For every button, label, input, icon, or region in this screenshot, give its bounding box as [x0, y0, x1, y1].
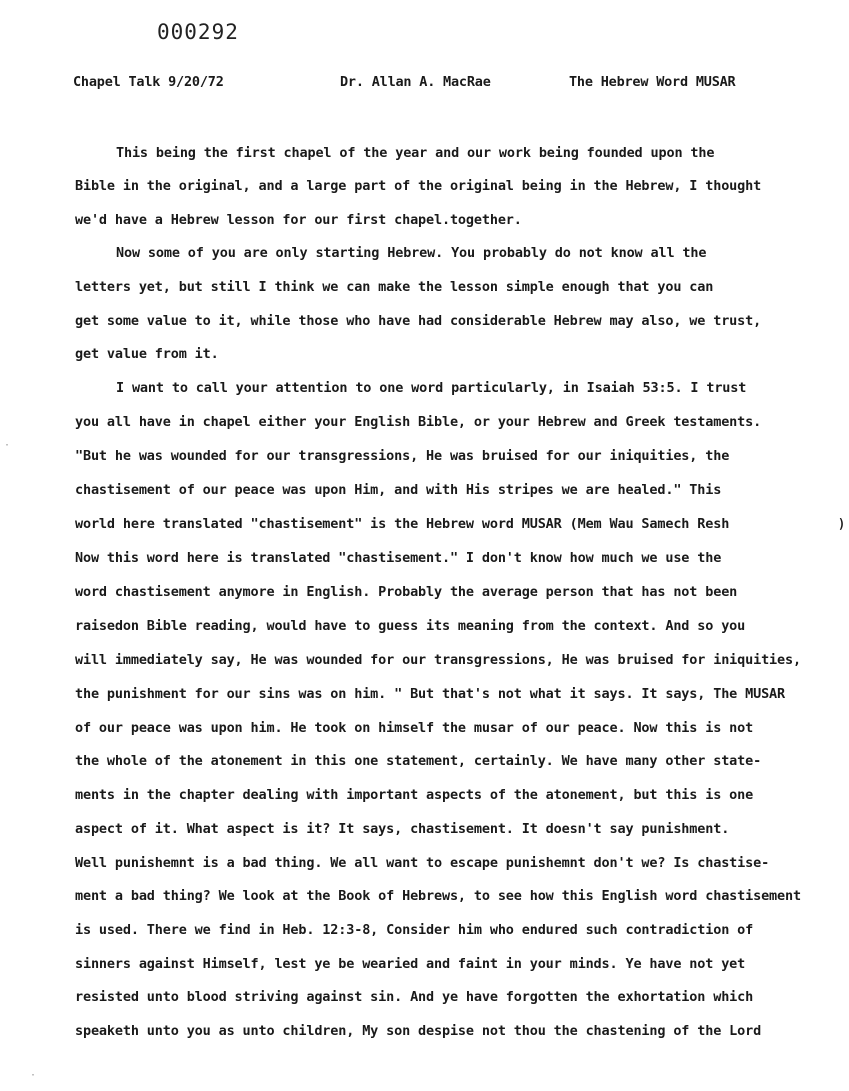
text-line: get some value to it, while those who have had considerable Hebrew may also, we trust,: [75, 313, 762, 329]
text-line: Well punishemnt is a bad thing. We all want to escape punishemnt don't we? Is chastise-: [75, 855, 770, 871]
text-line: resisted unto blood striving against sin. And ye have forgotten the exhortation which: [75, 989, 754, 1005]
text-line: will immediately say, He was wounded for our transgressions, He was bruised for iniquities,: [75, 652, 801, 668]
text-line: of our peace was upon him. He took on himself the musar of our peace. Now this is not: [75, 720, 754, 736]
text-line: get value from it.: [75, 346, 219, 362]
text-line: sinners against Himself, lest ye be wearied and faint in your minds. Ye have not yet: [75, 956, 746, 972]
text-line: we'd have a Hebrew lesson for our first chapel.together.: [75, 212, 522, 228]
header-author: Dr. Allan A. MacRae: [340, 74, 491, 90]
text-line: chastisement of our peace was upon Him, and with His stripes we are healed." This: [75, 482, 722, 498]
text-line: letters yet, but still I think we can make the lesson simple enough that you can: [75, 279, 714, 295]
text-line: you all have in chapel either your English Bible, or your Hebrew and Greek testaments.: [75, 414, 762, 430]
text-line: Now this word here is translated "chastisement." I don't know how much we use the: [75, 550, 722, 566]
text-line: This being the first chapel of the year and our work being founded upon the: [116, 145, 715, 161]
text-line: the whole of the atonement in this one statement, certainly. We have many other state-: [75, 753, 762, 769]
text-line: is used. There we find in Heb. 12:3-8, Consider him who endured such contradiction of: [75, 922, 754, 938]
margin-speck: ·: [30, 1070, 37, 1081]
text-line: ments in the chapter dealing with important aspects of the atonement, but this is one: [75, 787, 754, 803]
margin-speck: ·: [4, 440, 11, 451]
text-line: speaketh unto you as unto children, My son despise not thou the chastening of the Lord: [75, 1023, 762, 1039]
closing-parenthesis: ): [838, 516, 845, 532]
text-line: the punishment for our sins was on him. " But that's not what it says. It says, The MUSAR: [75, 686, 786, 702]
text-line: word chastisement anymore in English. Probably the average person that has not been: [75, 584, 738, 600]
text-line: Now some of you are only starting Hebrew. You probably do not know all the: [116, 245, 707, 261]
text-line: I want to call your attention to one word particularly, in Isaiah 53:5. I trust: [116, 380, 747, 396]
header-talk-date: Chapel Talk 9/20/72: [73, 74, 224, 90]
text-line: aspect of it. What aspect is it? It says, chastisement. It doesn't say punishment.: [75, 821, 730, 837]
text-line: Bible in the original, and a large part of the original being in the Hebrew, I thought: [75, 178, 762, 194]
text-line: raisedon Bible reading, would have to guess its meaning from the context. And so you: [75, 618, 746, 634]
header-title: The Hebrew Word MUSAR: [569, 74, 736, 90]
text-line: "But he was wounded for our transgressions, He was bruised for our iniquities, the: [75, 448, 730, 464]
page-number: 000292: [157, 20, 239, 44]
text-line: world here translated "chastisement" is the Hebrew word MUSAR (Mem Wau Samech Resh: [75, 516, 730, 532]
text-line: ment a bad thing? We look at the Book of Hebrews, to see how this English word chastisement: [75, 888, 801, 904]
